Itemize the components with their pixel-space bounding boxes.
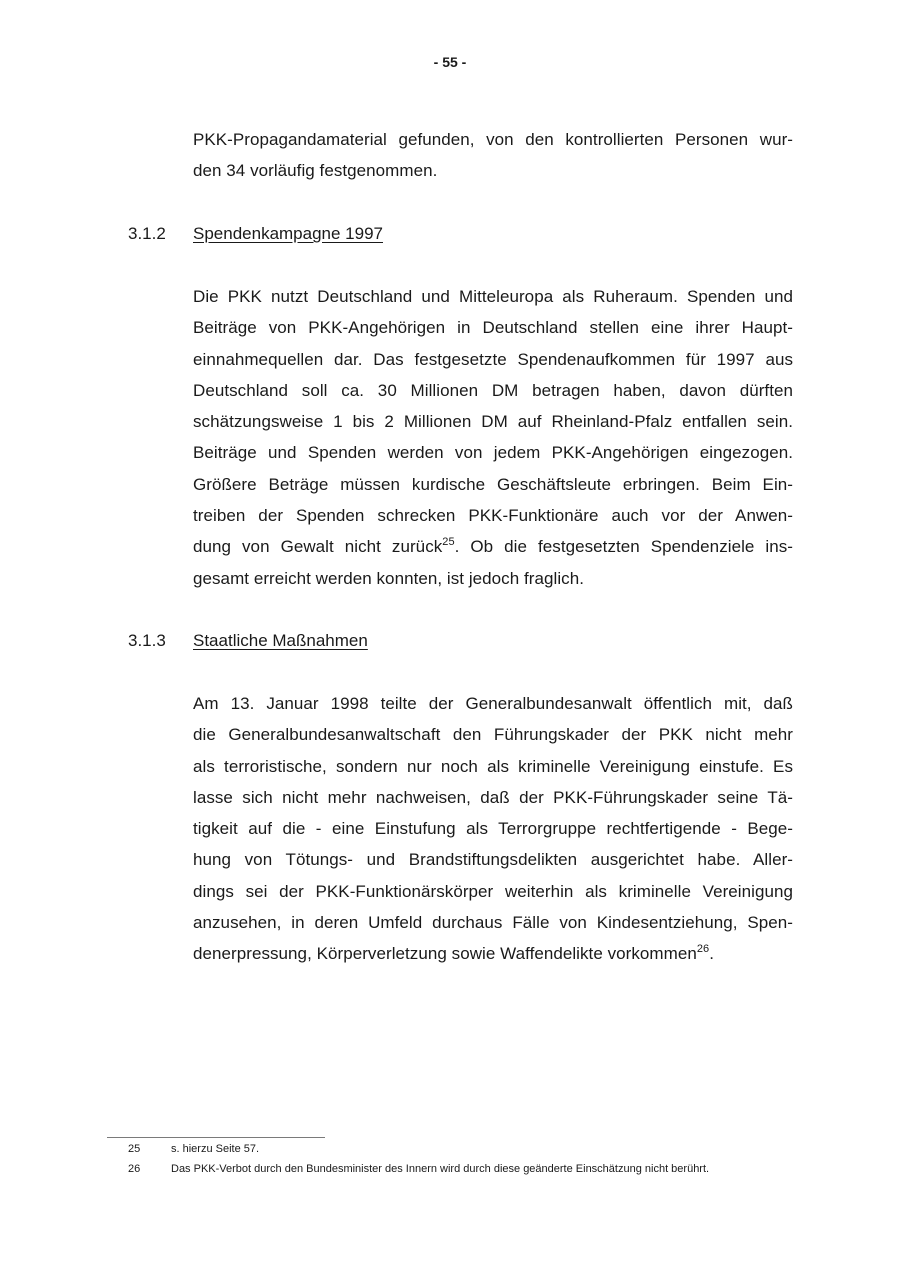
footnote-separator [107, 1137, 325, 1138]
section-number: 3.1.2 [128, 224, 166, 243]
section-title: Staatliche Maßnahmen [193, 631, 368, 650]
footnote-number: 26 [128, 1163, 141, 1175]
paragraph-line: Am 13. Januar 1998 teilte der Generalbundesanwalt öffentlich mit, daß [193, 694, 793, 713]
page-number: - 55 - [433, 54, 467, 70]
paragraph-staatliche-massnahmen [193, 688, 793, 970]
paragraph-line: lasse sich nicht mehr nachweisen, daß der PKK-Führungskader seine Tä- [193, 787, 793, 807]
section-heading-3-1-3 [128, 629, 368, 653]
footnote-text: s. hierzu Seite 57. [171, 1143, 260, 1155]
paragraph-continuation [193, 124, 793, 187]
paragraph-line: schätzungsweise 1 bis 2 Millionen DM auf Rheinland-Pfalz entfallen sein. [193, 412, 793, 432]
paragraph-line: Die PKK nutzt Deutschland und Mitteleuropa als Ruheraum. Spenden und [193, 287, 793, 306]
paragraph-spendenkampagne [193, 281, 793, 594]
section-title: Spendenkampagne 1997 [193, 224, 383, 243]
section-heading-3-1-2 [128, 222, 383, 246]
paragraph-line [193, 531, 793, 562]
paragraph-line: Beiträge und Spenden werden von jedem PKK-Angehörigen eingezogen. [193, 443, 793, 463]
paragraph-line: PKK-Propagandamaterial gefunden, von den kontrollierten Personen wur- [193, 130, 793, 149]
footnote-ref-25: 25 [442, 536, 455, 549]
paragraph-line [193, 938, 793, 969]
paragraph-line: tigkeit auf die - eine Einstufung als Terrorgruppe rechtfertigende - Bege- [193, 819, 793, 839]
text-run: . [709, 944, 714, 964]
section-number: 3.1.3 [128, 631, 166, 650]
text-run: denerpressung, Körperverletzung sowie Waffendelikte vorkommen [193, 944, 697, 964]
footnote-text: Das PKK-Verbot durch den Bundesminister des Innern wird durch diese geänderte Einschätzung nicht berührt. [171, 1163, 710, 1175]
paragraph-line: hung von Tötungs- und Brandstiftungsdelikten ausgerichtet habe. Aller- [193, 850, 793, 870]
text-run: dung von Gewalt nicht zurück [193, 537, 443, 557]
paragraph-line: Beiträge von PKK-Angehörigen in Deutschland stellen eine ihrer Haupt- [193, 318, 793, 338]
paragraph-line: den 34 vorläufig festgenommen. [193, 161, 438, 181]
paragraph-line: die Generalbundesanwaltschaft den Führungskader der PKK nicht mehr [193, 725, 793, 745]
paragraph-line: anzusehen, in deren Umfeld durchaus Fälle von Kindesentziehung, Spen- [193, 913, 793, 933]
paragraph-line: treiben der Spenden schrecken PKK-Funktionäre auch vor der Anwen- [193, 506, 793, 526]
paragraph-line: Größere Beträge müssen kurdische Geschäftsleute erbringen. Beim Ein- [193, 474, 793, 494]
paragraph-line: gesamt erreicht werden konnten, ist jedoch fraglich. [193, 568, 584, 588]
footnote-ref-26: 26 [696, 943, 710, 956]
footnote-26 [128, 1162, 709, 1176]
footnote-25 [128, 1142, 259, 1156]
paragraph-line: einnahmequellen dar. Das festgesetzte Spendenaufkommen für 1997 aus [193, 349, 793, 369]
footnote-number: 25 [128, 1143, 141, 1155]
text-run: . Ob die festgesetzten Spendenziele ins- [454, 537, 793, 557]
paragraph-line: als terroristische, sondern nur noch als kriminelle Vereinigung einstufe. Es [193, 756, 793, 776]
paragraph-line: dings sei der PKK-Funktionärskörper weiterhin als kriminelle Vereinigung [193, 881, 793, 901]
paragraph-line: Deutschland soll ca. 30 Millionen DM betragen haben, davon dürften [193, 380, 793, 400]
